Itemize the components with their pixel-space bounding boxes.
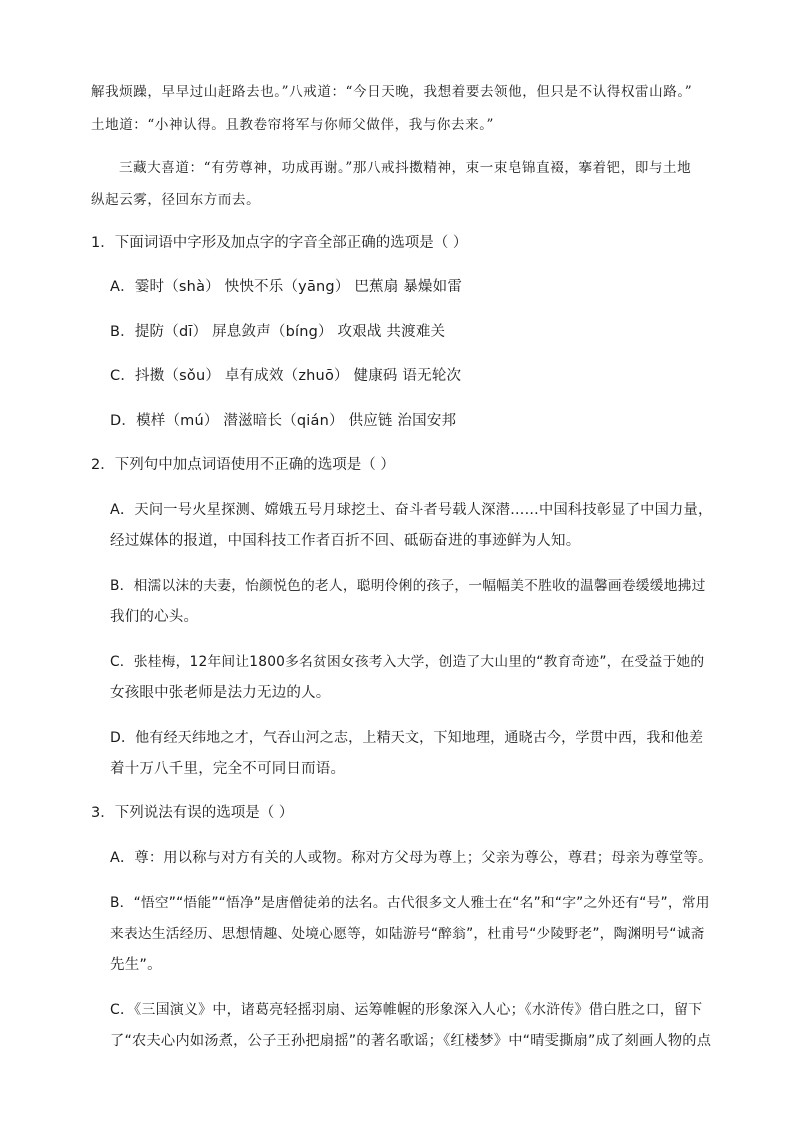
question-3-option-b-line-3: 先生”。 [110,957,162,973]
question-1-stem: 1．下面词语中字形及加点字的字音全部正确的选项是（ ） [91,235,468,251]
question-1-option-d: D．模样（mú） 潜滋暗长（qián） 供应链 治国安邦 [110,413,457,429]
question-1-option-c: C．抖擞（sǒu） 卓有成效（zhuō） 健康码 语无轮次 [110,368,462,384]
question-2-option-d-line-2: 着十万八千里，完全不可同日而语。 [110,761,346,777]
story-line-1: 解我烦躁，早早过山赶路去也。”八戒道：“今日天晚，我想着要去领他，但只是不认得权雷山路。” [91,84,693,100]
question-2-stem: 2．下列句中加点词语使用不正确的选项是（ ） [91,457,395,473]
question-2-option-a-line-2: 经过媒体的报道，中国科技工作者百折不回、砥砺奋进的事迹鲜为人知。 [110,533,581,549]
question-3-option-a: A．尊：用以称与对方有关的人或物。称对方父母为尊上；父亲为尊公，尊君；母亲为尊堂等。 [110,850,713,866]
story-line-2: 土地道：“小神认得。且教卷帘将军与你师父做伴，我与你去来。” [91,117,495,133]
question-3-option-b-line-1: B．“悟空”“悟能”“悟净”是唐僧徒弟的法名。古代很多文人雅士在“名”和“字”之外还有“号”，常用 [110,895,710,911]
question-3-option-c-line-2: 了“农夫心内如汤煮，公子王孙把扇摇”的著名歌谣；《红楼梦》中“晴雯撕扇”成了刻画人物的点 [110,1033,712,1049]
question-1-option-a: A．霎时（shà） 怏怏不乐（yāng） 巴蕉扇 暴燥如雷 [110,279,463,295]
question-2-option-a-line-1: A．天问一号火星探测、嫦娥五号月球挖土、奋斗者号载人深潜……中国科技彰显了中国力量， [110,502,713,518]
question-2-option-b-line-1: B．相濡以沫的夫妻，怡颜悦色的老人，聪明伶俐的孩子，一幅幅美不胜收的温馨画卷缓缓地拂过 [110,578,706,594]
story-line-3: 三藏大喜道：“有劳尊神，功成再谢。”那八戒抖擞精神，束一束皂锦直裰，搴着钯，即与土地 [119,160,692,176]
question-2-option-c-line-2: 女孩眼中张老师是法力无边的人。 [110,685,331,701]
question-2-option-c-line-1: C．张桂梅，12年间让1800多名贫困女孩考入大学，创造了大山里的“教育奇迹”，在受益于她的 [110,654,705,670]
question-3-stem: 3．下列说法有误的选项是（ ） [91,805,294,821]
question-3-option-b-line-2: 来表达生活经历、思想情趣、处境心愿等，如陆游号“醉翁”，杜甫号“少陵野老”，陶渊明号“诚斋 [110,926,705,942]
question-2-option-d-line-1: D．他有经天纬地之才，气吞山河之志，上精天文，下知地理，通晓古今，学贯中西，我和他差 [110,730,704,746]
question-1-option-b: B．提防（dī） 屏息敛声（bíng） 攻艰战 共渡难关 [110,324,446,340]
question-2-option-b-line-2: 我们的心头。 [110,609,199,625]
story-line-4: 纵起云雾，径回东方而去。 [91,192,261,208]
question-3-option-c-line-1: C．《三国演义》中，诸葛亮轻摇羽扇、运筹帷幄的形象深入人心；《水浒传》借白胜之口，留下 [110,1002,703,1018]
